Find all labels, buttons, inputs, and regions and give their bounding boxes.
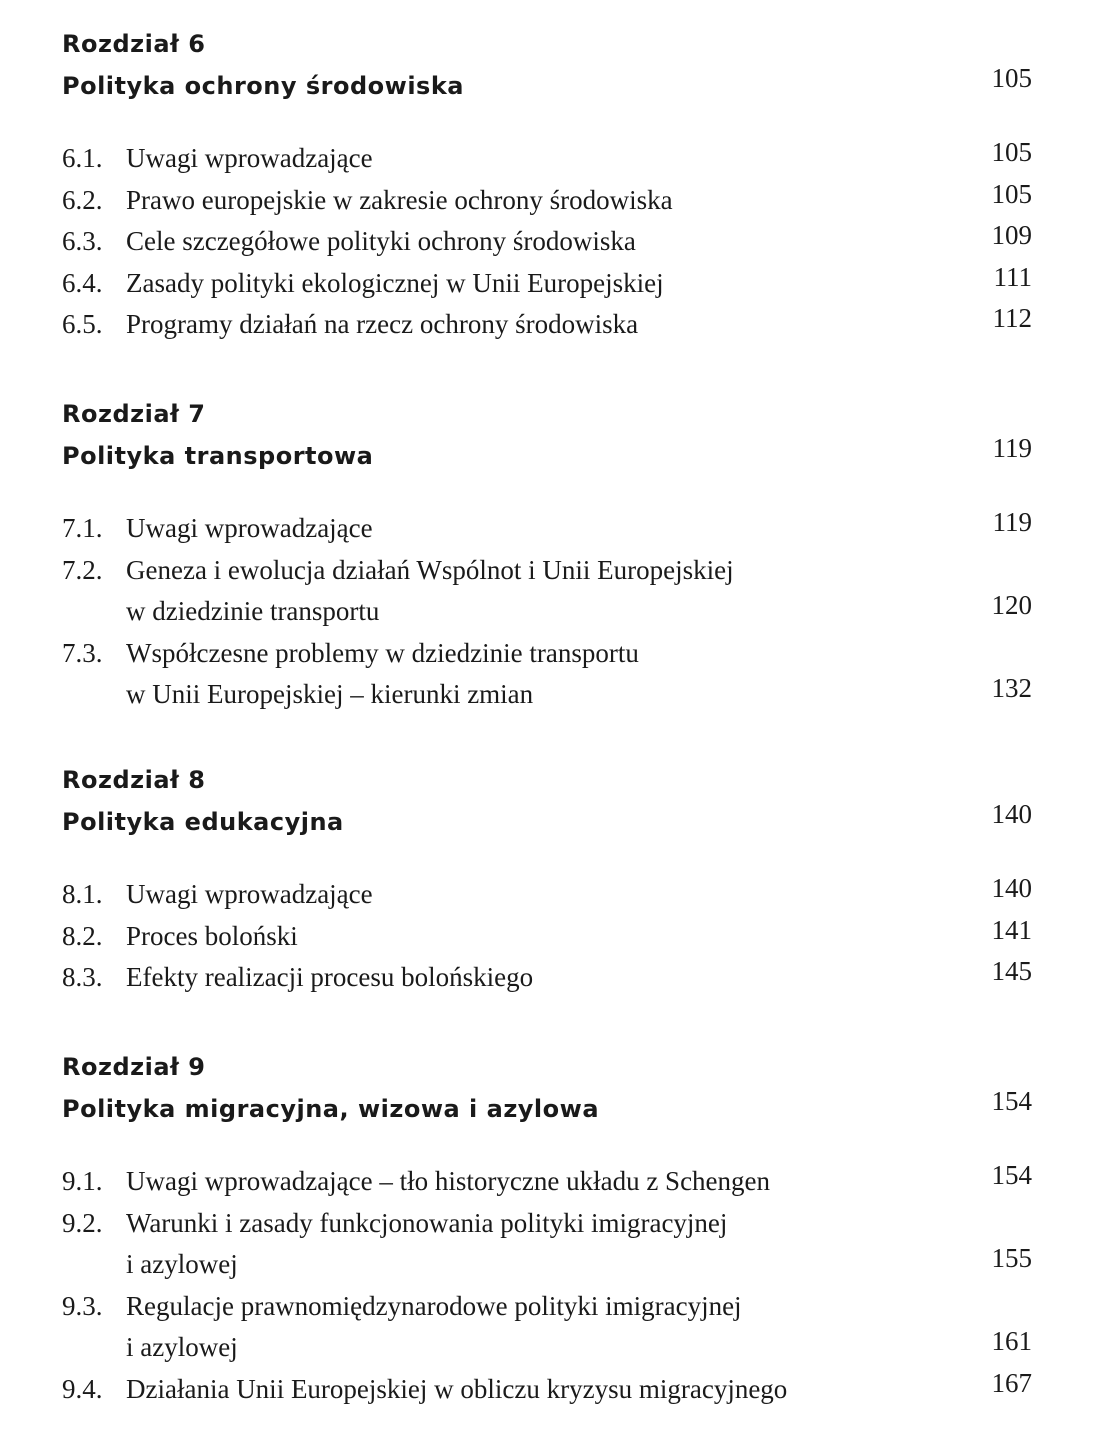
section-page-number: 132 [991,673,1032,703]
toc-entry[interactable] [62,1369,1032,1411]
chapter-title: Polityka ochrony środowiska [62,72,464,100]
chapter-page-number: 140 [991,799,1032,829]
section-number: 7.2. [62,554,103,585]
section-title: Zasady polityki ekologicznej w Unii Europejskiej [126,267,664,298]
section-page-number: 109 [991,220,1032,250]
section-number: 9.3. [62,1290,103,1321]
section-number: 6.2. [62,184,103,215]
section-page-number: 154 [991,1160,1032,1190]
chapter-page-number: 105 [991,63,1032,93]
chapter-label: Rozdział 9 [62,1053,206,1081]
section-title: Uwagi wprowadzające [126,879,373,909]
toc-entry[interactable] [62,138,1032,180]
chapter-8 [62,760,1032,999]
section-number: 9.2. [62,1207,103,1238]
section-page-number: 119 [992,507,1032,537]
section-title: Uwagi wprowadzające [126,143,373,173]
chapter-title-row[interactable] [62,800,1032,844]
toc-entry[interactable] [62,957,1032,999]
section-title: Programy działań na rzecz ochrony środowiska [126,309,639,339]
toc-entry[interactable] [62,180,1032,222]
section-number: 8.1. [62,879,103,909]
chapter-page-number: 154 [991,1086,1032,1116]
section-page-number: 111 [993,261,1032,292]
toc-entry[interactable] [62,304,1032,346]
toc-entry[interactable] [62,916,1032,958]
section-list [62,138,1032,346]
toc-entry[interactable] [62,221,1032,263]
section-list [62,1161,1032,1410]
section-number: 6.1. [62,143,103,173]
section-page-number: 155 [991,1243,1032,1273]
section-number: 7.1. [62,513,103,543]
toc-entry[interactable] [62,550,1032,633]
section-page-number: 145 [991,956,1032,986]
toc-entry[interactable] [62,508,1032,550]
section-title: Uwagi wprowadzające [126,513,373,543]
section-title: Współczesne problemy w dziedzinie transportu [126,637,639,668]
toc-entry[interactable] [62,874,1032,916]
section-title: Prawo europejskie w zakresie ochrony środowiska [126,184,673,215]
chapter-label: Rozdział 8 [62,766,206,794]
section-page-number: 120 [991,590,1032,620]
section-page-number: 140 [991,873,1032,903]
chapter-title: Polityka migracyjna, wizowa i azylowa [62,1095,600,1123]
chapter-9 [62,1047,1032,1410]
section-title: Geneza i ewolucja działań Wspólnot i Unii Europejskiej [126,554,734,585]
section-number: 9.4. [62,1373,103,1404]
chapter-label: Rozdział 7 [62,400,206,428]
section-title: Cele szczegółowe polityki ochrony środowiska [126,226,636,256]
section-page-number: 141 [991,914,1032,945]
chapter-page-number: 119 [992,433,1032,463]
section-number: 6.3. [62,226,103,256]
chapter-title-row[interactable] [62,1087,1032,1131]
toc-entry[interactable] [62,1203,1032,1286]
chapter-7 [62,394,1032,716]
section-number: 7.3. [62,637,103,668]
section-page-number: 167 [991,1367,1032,1398]
section-list [62,508,1032,716]
section-title: Warunki i zasady funkcjonowania polityki imigracyjnej [126,1207,728,1238]
section-title-continuation: i azylowej [126,1332,238,1362]
chapter-label: Rozdział 6 [62,30,206,58]
section-title: Regulacje prawnomiędzynarodowe polityki imigracyjnej [126,1290,742,1321]
chapter-6 [62,24,1032,346]
chapter-title: Polityka transportowa [62,442,374,470]
section-page-number: 105 [991,178,1032,209]
section-page-number: 105 [991,137,1032,167]
section-title: Efekty realizacji procesu bolońskiego [126,962,534,992]
section-title: Uwagi wprowadzające – tło historyczne układu z Schengen [126,1166,771,1196]
chapter-title-row[interactable] [62,64,1032,108]
section-number: 6.5. [62,309,103,339]
section-title: Działania Unii Europejskiej w obliczu kryzysu migracyjnego [126,1373,788,1404]
toc-entry[interactable] [62,633,1032,716]
section-title: Proces boloński [126,920,298,951]
toc-entry[interactable] [62,1161,1032,1203]
section-title-continuation: i azylowej [126,1249,238,1279]
section-number: 9.1. [62,1166,103,1196]
toc-entry[interactable] [62,263,1032,305]
section-number: 8.2. [62,920,103,951]
section-page-number: 161 [991,1326,1032,1356]
section-page-number: 112 [992,303,1032,333]
chapter-title: Polityka edukacyjna [62,808,344,836]
section-number: 8.3. [62,962,103,992]
section-title-continuation: w dziedzinie transportu [126,596,380,626]
toc-entry[interactable] [62,1286,1032,1369]
chapter-title-row[interactable] [62,434,1032,478]
section-number: 6.4. [62,267,103,298]
section-title-continuation: w Unii Europejskiej – kierunki zmian [126,679,534,709]
section-list [62,874,1032,999]
